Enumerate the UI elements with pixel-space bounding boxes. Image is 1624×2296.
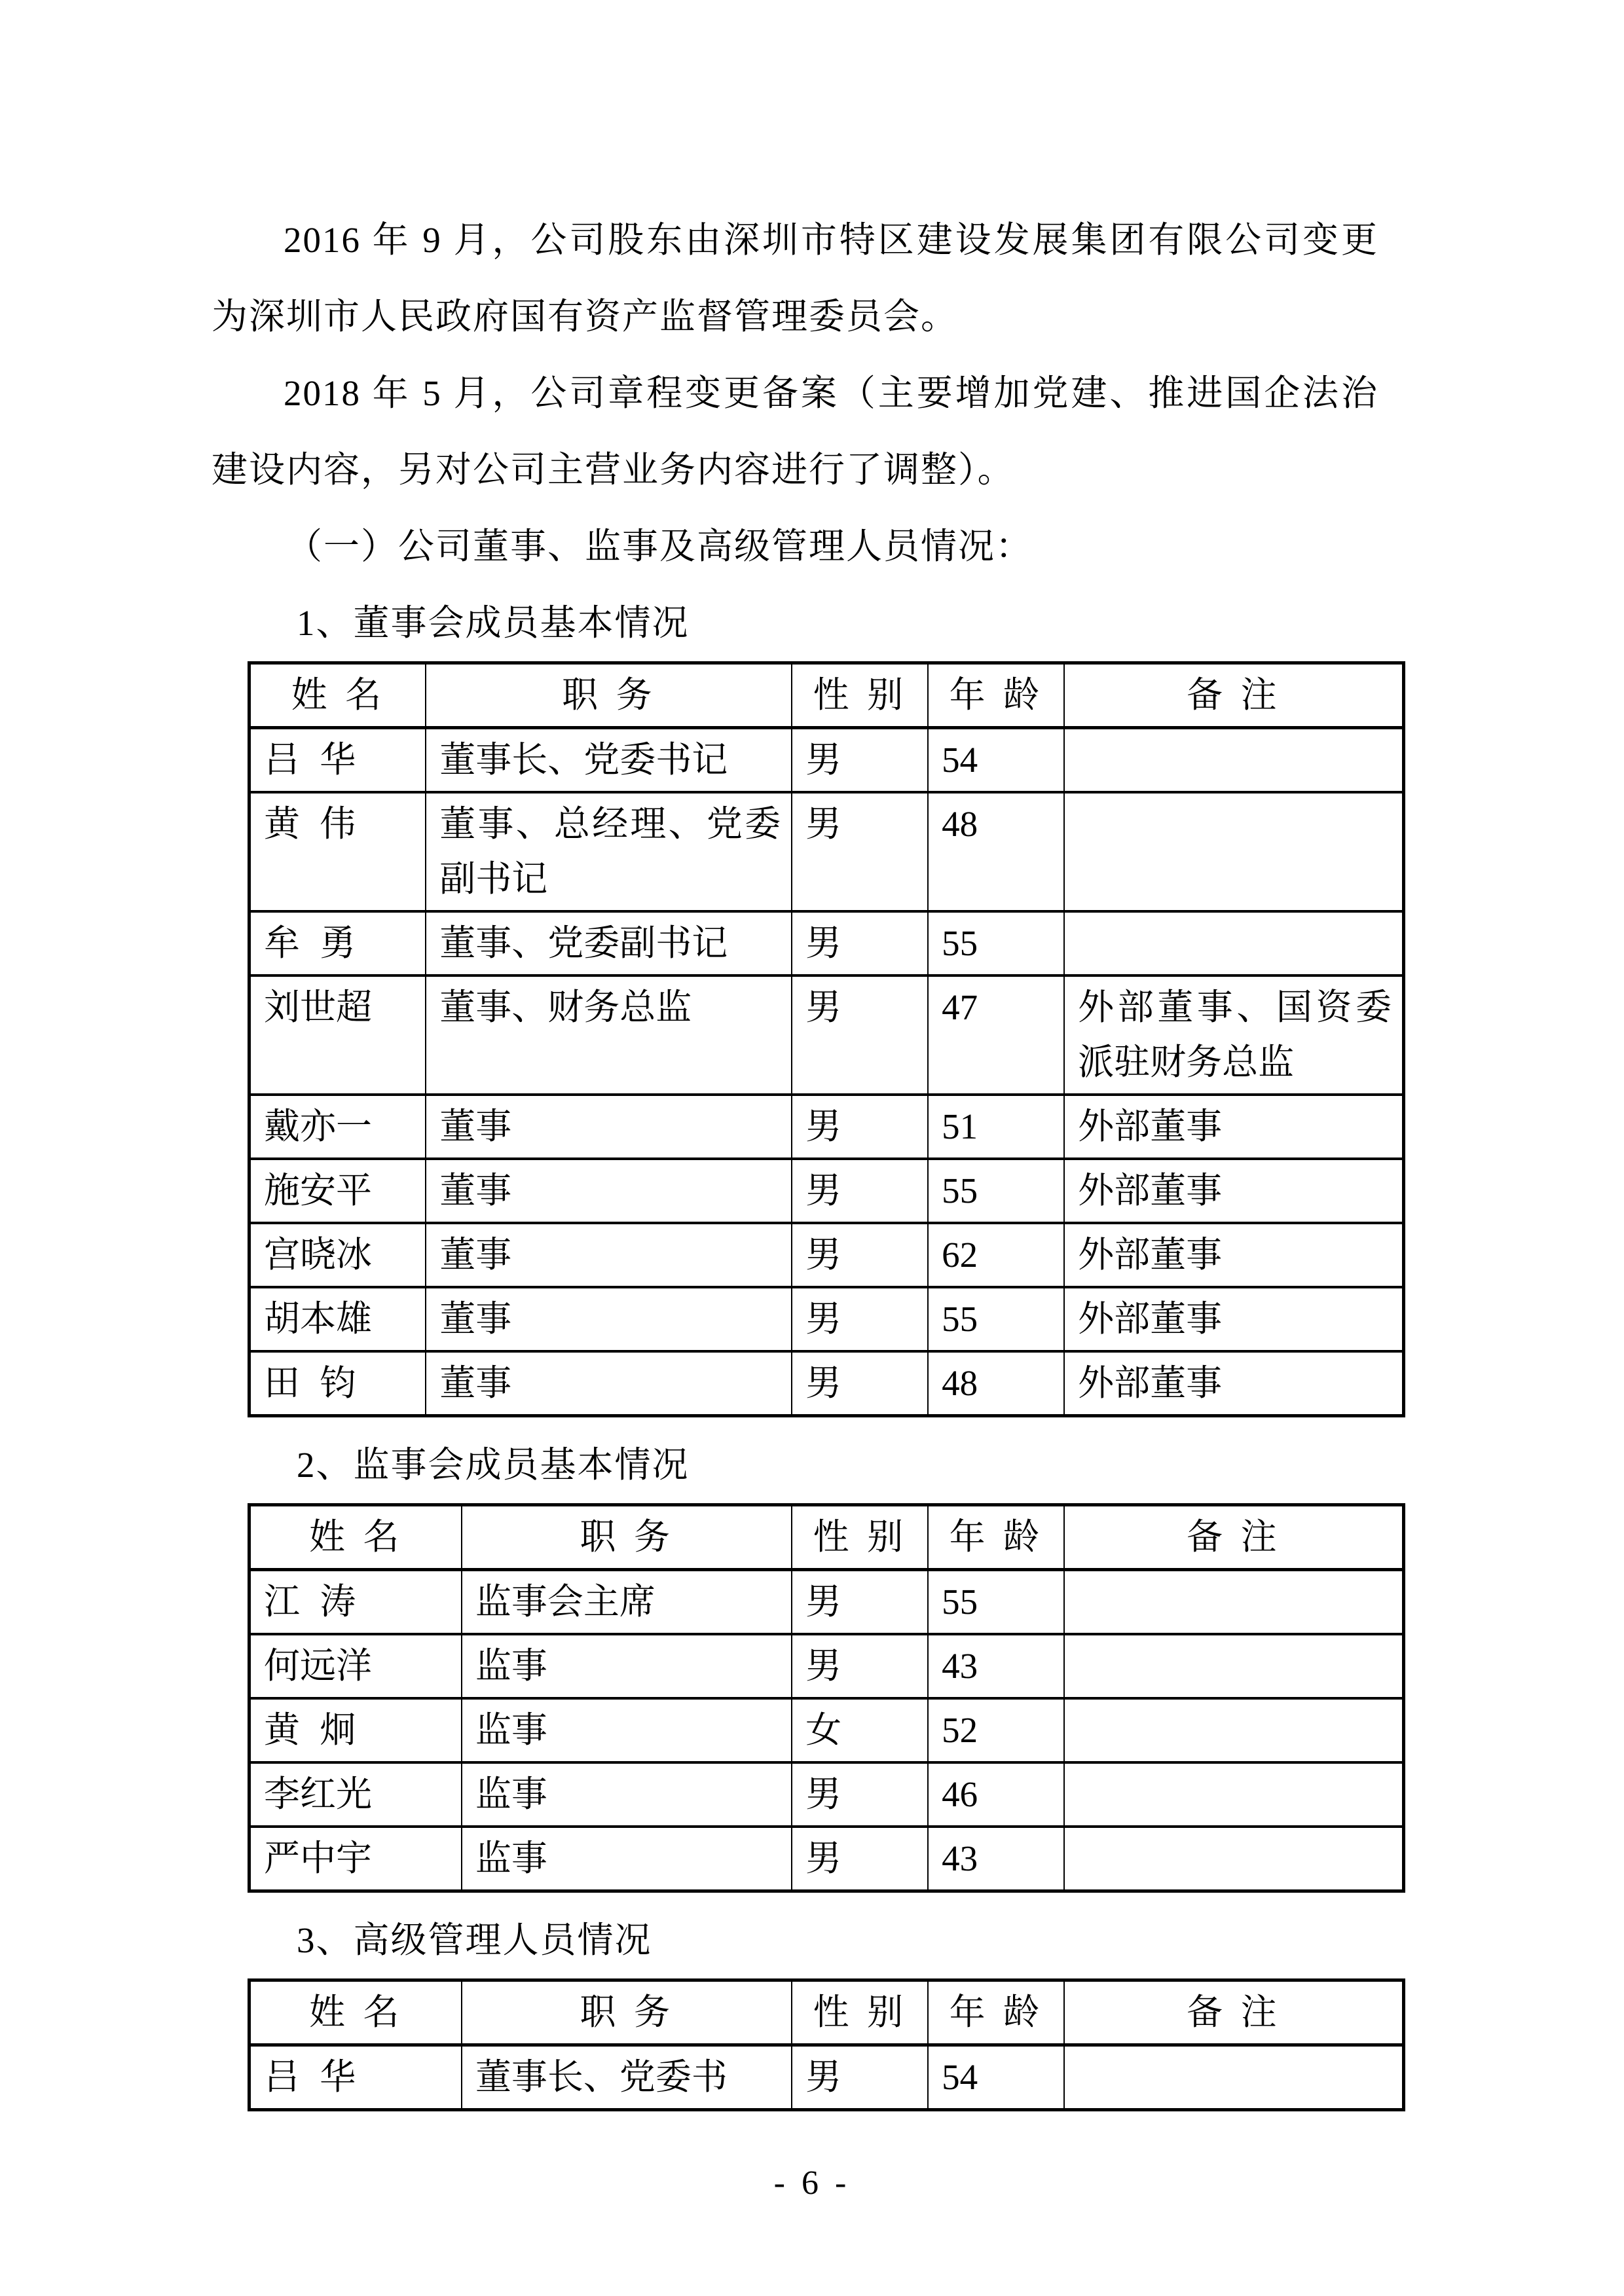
table-cell: 胡本雄 (249, 1287, 426, 1351)
table-cell: 董事 (426, 1095, 792, 1159)
table-cell: 男 (792, 1762, 928, 1827)
table-cell: 62 (928, 1223, 1064, 1287)
table-row (249, 1570, 1404, 1635)
table-cell: 董事、总经理、党委副书记 (426, 792, 792, 911)
table-row (249, 1095, 1404, 1159)
column-header: 职务 (426, 663, 792, 728)
table-row (249, 1762, 1404, 1827)
table-cell: 监事 (462, 1634, 792, 1698)
column-header: 备注 (1064, 1505, 1403, 1570)
column-header: 职务 (462, 1980, 792, 2045)
table-row (249, 975, 1404, 1095)
table-cell: 监事 (462, 1827, 792, 1891)
column-header: 备注 (1064, 663, 1403, 728)
table-cell: 男 (792, 1570, 928, 1635)
table-cell (1064, 1762, 1403, 1827)
table-cell: 男 (792, 1634, 928, 1698)
column-header: 姓名 (249, 663, 426, 728)
table-row (249, 1223, 1404, 1287)
table-row (249, 792, 1404, 911)
column-header: 年龄 (928, 1505, 1064, 1570)
table-cell: 男 (792, 911, 928, 975)
table-title-directors: 1、董事会成员基本情况 (297, 603, 690, 643)
column-header: 性别 (792, 663, 928, 728)
table-row (249, 1159, 1404, 1223)
table-row (249, 1287, 1404, 1351)
table-cell: 吕华 (249, 728, 426, 793)
table-cell: 董事长、党委书记 (426, 728, 792, 793)
table-cell: 何远洋 (249, 1634, 462, 1698)
page-content (212, 202, 1392, 2111)
table-cell (1064, 911, 1403, 975)
table-cell (1064, 1570, 1403, 1635)
table-cell: 董事、党委副书记 (426, 911, 792, 975)
table-cell: 55 (928, 1159, 1064, 1223)
table-cell: 男 (792, 792, 928, 911)
table-cell: 男 (792, 975, 928, 1095)
table-cell: 戴亦一 (249, 1095, 426, 1159)
table-cell: 48 (928, 792, 1064, 911)
directors-table (248, 661, 1405, 1417)
table-cell: 女 (792, 1698, 928, 1762)
table-row (249, 1698, 1404, 1762)
table-cell: 黄炯 (249, 1698, 462, 1762)
table-cell: 外部董事 (1064, 1287, 1403, 1351)
table-cell: 董事 (426, 1223, 792, 1287)
table-cell: 46 (928, 1762, 1064, 1827)
table-cell: 李红光 (249, 1762, 462, 1827)
table-cell: 外部董事、国资委派驻财务总监 (1064, 975, 1403, 1095)
table-cell: 田钧 (249, 1351, 426, 1416)
table-cell: 宫晓冰 (249, 1223, 426, 1287)
column-header: 备注 (1064, 1980, 1403, 2045)
table-cell: 54 (928, 2045, 1064, 2110)
table-cell: 男 (792, 1095, 928, 1159)
table-cell: 男 (792, 1287, 928, 1351)
table-row (249, 1634, 1404, 1698)
table-cell: 牟勇 (249, 911, 426, 975)
management-table (248, 1978, 1405, 2111)
header-row (249, 1980, 1404, 2045)
table-cell: 黄伟 (249, 792, 426, 911)
page-number: - 6 - (773, 2164, 851, 2202)
table-cell: 外部董事 (1064, 1223, 1403, 1287)
table-cell: 董事 (426, 1159, 792, 1223)
table-cell: 51 (928, 1095, 1064, 1159)
table-cell: 男 (792, 1827, 928, 1891)
table-cell: 男 (792, 2045, 928, 2110)
table-cell: 董事 (426, 1287, 792, 1351)
table-cell: 43 (928, 1827, 1064, 1891)
table-cell: 外部董事 (1064, 1095, 1403, 1159)
table-cell: 监事 (462, 1762, 792, 1827)
column-header: 年龄 (928, 663, 1064, 728)
table-cell: 施安平 (249, 1159, 426, 1223)
table-cell: 47 (928, 975, 1064, 1095)
table-cell: 董事长、党委书 (462, 2045, 792, 2110)
paragraph-shareholder-change: 2016 年 9 月，公司股东由深圳市特区建设发展集团有限公司变更为深圳市人民政府国有资产监督管理委员会。 (212, 220, 1378, 337)
column-header: 职务 (462, 1505, 792, 1570)
table-row (249, 1827, 1404, 1891)
column-header: 年龄 (928, 1980, 1064, 2045)
table-cell: 外部董事 (1064, 1159, 1403, 1223)
column-header: 性别 (792, 1505, 928, 1570)
table-cell: 55 (928, 1287, 1064, 1351)
table-cell: 43 (928, 1634, 1064, 1698)
table-cell: 男 (792, 1159, 928, 1223)
table-cell (1064, 792, 1403, 911)
table-cell (1064, 1634, 1403, 1698)
column-header: 性别 (792, 1980, 928, 2045)
table-cell: 男 (792, 1351, 928, 1416)
table-cell: 55 (928, 1570, 1064, 1635)
header-row (249, 663, 1404, 728)
table-cell: 55 (928, 911, 1064, 975)
table-cell (1064, 1698, 1403, 1762)
table-cell: 严中宇 (249, 1827, 462, 1891)
table-cell (1064, 728, 1403, 793)
table-cell: 男 (792, 1223, 928, 1287)
supervisors-table (248, 1503, 1405, 1893)
table-row (249, 2045, 1404, 2110)
table-cell: 外部董事 (1064, 1351, 1403, 1416)
table-row (249, 1351, 1404, 1416)
table-cell: 吕华 (249, 2045, 462, 2110)
table-cell: 董事 (426, 1351, 792, 1416)
table-cell: 男 (792, 728, 928, 793)
table-cell: 54 (928, 728, 1064, 793)
table-cell: 52 (928, 1698, 1064, 1762)
column-header: 姓名 (249, 1505, 462, 1570)
header-row (249, 1505, 1404, 1570)
table-title-management: 3、高级管理人员情况 (297, 1920, 652, 1960)
table-cell: 董事、财务总监 (426, 975, 792, 1095)
table-row (249, 911, 1404, 975)
table-cell: 江涛 (249, 1570, 462, 1635)
table-cell: 48 (928, 1351, 1064, 1416)
paragraph-charter-change: 2018 年 5 月，公司章程变更备案（主要增加党建、推进国企法治建设内容，另对公司主营业务内容进行了调整）。 (212, 373, 1378, 490)
table-row (249, 728, 1404, 793)
table-cell (1064, 2045, 1403, 2110)
table-cell (1064, 1827, 1403, 1891)
column-header: 姓名 (249, 1980, 462, 2045)
table-cell: 监事会主席 (462, 1570, 792, 1635)
section-heading: （一）公司董事、监事及高级管理人员情况： (286, 526, 1033, 566)
table-cell: 刘世超 (249, 975, 426, 1095)
table-title-supervisors: 2、监事会成员基本情况 (297, 1445, 690, 1485)
table-cell: 监事 (462, 1698, 792, 1762)
